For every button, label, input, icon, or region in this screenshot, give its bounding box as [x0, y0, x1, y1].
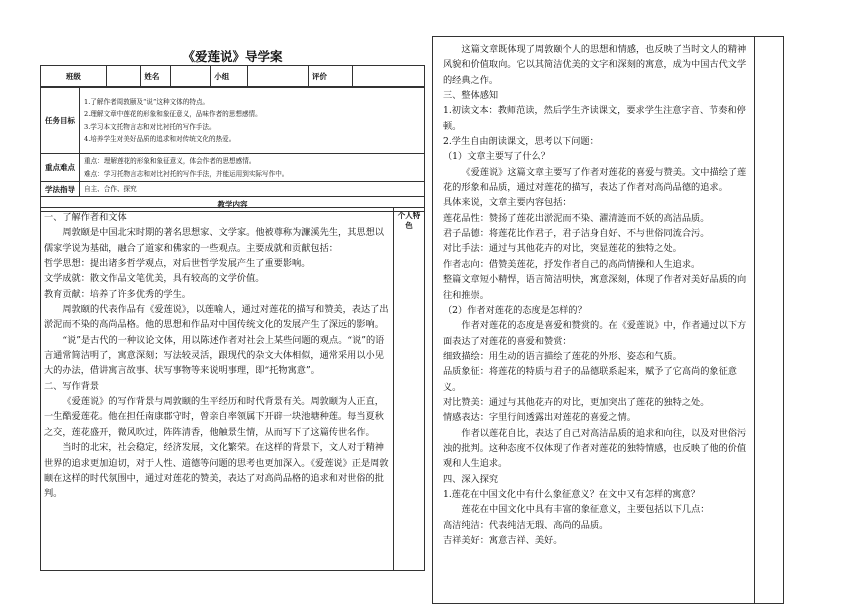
left-content	[41, 208, 394, 571]
evaluation-field[interactable]	[353, 66, 425, 87]
paragraph: 周敦颐是中国北宋时期的著名思想家、文学家。他被尊称为濂溪先生，其思想以儒家学说为基础，融合了道家和佛家的一些观点。主要成就和贡献包括：	[44, 227, 384, 254]
left-body	[44, 210, 390, 502]
goal-item: 2.理解文章中莲花的形象和象征意义，品味作者的思想感情。	[84, 110, 262, 118]
paragraph: 周敦颐的代表作品有《爱莲说》，以莲喻人，通过对莲花的描写和赞美，表达了出淤泥而不染的高尚品格。他的思想和作品对中国传统文化的发展产生了深远的影响。	[44, 304, 389, 331]
paragraph: 四、深入探究	[443, 473, 499, 485]
paragraph: 1.初读文本：教师范读，然后学生齐读课文，要求学生注意字音、节奏和停顿。	[443, 105, 746, 132]
paragraph: 《爱莲说》这篇文章主要写了作者对莲花的喜爱与赞美。文中描绘了莲花的形象和品质，通过对莲花的描写，表达了作者对高尚品德的追求。	[443, 166, 747, 194]
name-label: 姓名	[141, 66, 171, 87]
paragraph: 莲花品性：赞扬了莲花出淤泥而不染、濯清涟而不妖的高洁品质。	[443, 212, 710, 224]
paragraph: 高洁纯洁：代表纯洁无瑕、高尚的品质。	[443, 519, 609, 531]
paragraph: 吉祥美好：寓意吉祥、美好。	[443, 535, 563, 546]
paragraph: 一、了解作者和文体	[44, 212, 127, 223]
goals-list	[80, 88, 425, 154]
objectives-table	[40, 87, 425, 212]
name-field[interactable]	[171, 66, 211, 87]
guidance-label: 学法指导	[41, 182, 80, 197]
paragraph: （1）文章主要写了什么？	[443, 151, 550, 163]
goal-item: 1.了解作者周敦颐及“说”这种文体的特点。	[84, 97, 210, 106]
paragraph: 《爱莲说》的写作背景与周敦颐的生平经历和时代背景有关。周敦颐为人正直，一生酷爱莲花。他在担任南康郡守时，曾亲自率领属下开辟一块池塘种莲。每当夏秋之交，莲花盛开，微风吹过，阵阵清香，他触景生情，从而写下了这篇传世名作。	[44, 396, 384, 438]
paragraph: 作者对莲花的态度是喜爱和赞赏的。在《爱莲说》中，作者通过以下方面表达了对莲花的喜爱和赞赏：	[443, 320, 747, 347]
paragraph: 1.莲花在中国文化中有什么象征意义？在文中又有怎样的寓意？	[443, 488, 700, 500]
paragraph: 作者志向：借赞美莲花，抒发作者自己的高尚情操和人生追求。	[443, 258, 701, 270]
personal-label: 个人特色	[397, 211, 421, 230]
paragraph: 具体来说，文章主要内容包括：	[443, 197, 572, 209]
keypoint-item: 难点：学习托物言志和对比衬托的写作手法，并能运用到实际写作中。	[84, 169, 289, 178]
content-header: 教学内容	[41, 197, 425, 212]
paragraph: 对比手法：通过与其他花卉的对比，突显莲花的独特之处。	[443, 243, 682, 255]
personal-column	[393, 208, 424, 571]
paragraph: 对比赞美：通过与其他花卉的对比，更加突出了莲花的独特之处。	[443, 396, 710, 408]
right-bottom-border	[432, 603, 783, 604]
paragraph: 作者以莲花自比，表达了自己对高洁品质的追求和向往，以及对世俗污浊的批判。这种态度不仅体现了作者对莲花的独特情感，也反映了他的价值观和人生追求。	[443, 427, 747, 470]
group-label: 小组	[211, 66, 248, 87]
paragraph: 哲学思想：提出诸多哲学观点，对后世哲学发展产生了重要影响。	[44, 258, 311, 270]
student-info-table	[40, 65, 425, 87]
content-table	[40, 207, 425, 571]
goals-label: 任务目标	[41, 88, 80, 154]
class-label: 班级	[41, 66, 107, 87]
right-notes-column	[753, 36, 784, 604]
goal-item: 3.学习本文托物言志和对比衬托的写作手法。	[84, 122, 216, 131]
paragraph: 这篇文章既体现了周敦颐个人的思想和情感，也反映了当时文人的精神风貌和价值取向。它以其简洁优美的文字和深刻的寓意，成为中国古代文学的经典之作。	[443, 44, 747, 86]
paragraph: 君子品德：将莲花比作君子，君子洁身自好、不与世俗同流合污。	[443, 228, 710, 240]
paragraph: 整篇文章短小精悍，语言简洁明快，寓意深刻，体现了作者对美好品质的向往和推崇。	[443, 274, 747, 301]
paragraph: 二、写作背景	[44, 380, 100, 392]
paragraph: 当时的北宋，社会稳定，经济发展，文化繁荣。在这样的背景下，文人对于精神世界的追求更加迫切，对于人性、道德等问题的思考也更加深入。《爱莲说》正是周敦颐在这样的时代氛围中，通过对莲花的赞美，表达了对高尚品格的追求和对世俗的批判。	[44, 442, 389, 500]
class-field[interactable]	[106, 66, 141, 87]
keypoint-item: 重点：理解莲花的形象和象征意义，体会作者的思想感情。	[84, 157, 256, 165]
paragraph: 莲花在中国文化中具有丰富的象征意义，主要包括以下几点：	[461, 504, 710, 516]
paragraph: 情感表达：字里行间透露出对莲花的喜爱之情。	[443, 412, 636, 424]
goal-item: 4.培养学生对美好品质的追求和对传统文化的热爱。	[84, 135, 236, 143]
paragraph: 2.学生自由朗读课文，思考以下问题：	[443, 136, 599, 148]
keypoints-label: 重点难点	[41, 154, 80, 182]
evaluation-label: 评价	[308, 66, 352, 87]
paragraph: “说”是古代的一种议论文体，用以陈述作者对社会上某些问题的观点。“说”的语言通常简洁明了，寓意深刻；写法较灵活，跟现代的杂文大体相似，通常采用以小见大的办法，借讲寓言故事、状写事物等来说明事理，即“托物寓意”。	[44, 334, 385, 377]
keypoints-list	[80, 154, 425, 182]
paragraph: 三、整体感知	[443, 90, 499, 102]
right-content-area	[432, 36, 755, 604]
group-field[interactable]	[248, 66, 309, 87]
paragraph: 品质象征：将莲花的特质与君子的品德联系起来，赋予了它高尚的象征意义。	[443, 366, 737, 393]
paragraph: （2）作者对莲花的态度是怎样的？	[443, 304, 587, 316]
page-title: 《爱莲说》导学案	[182, 49, 283, 64]
paragraph: 文学成就：散文作品文笔优美，具有较高的文学价值。	[44, 273, 265, 285]
paragraph: 细致描绘：用生动的语言描绘了莲花的外形、姿态和气质。	[443, 350, 682, 362]
paragraph: 教育贡献：培养了许多优秀的学生。	[44, 288, 191, 300]
right-body	[443, 42, 748, 548]
guidance-text: 自主、合作、探究	[80, 182, 425, 197]
